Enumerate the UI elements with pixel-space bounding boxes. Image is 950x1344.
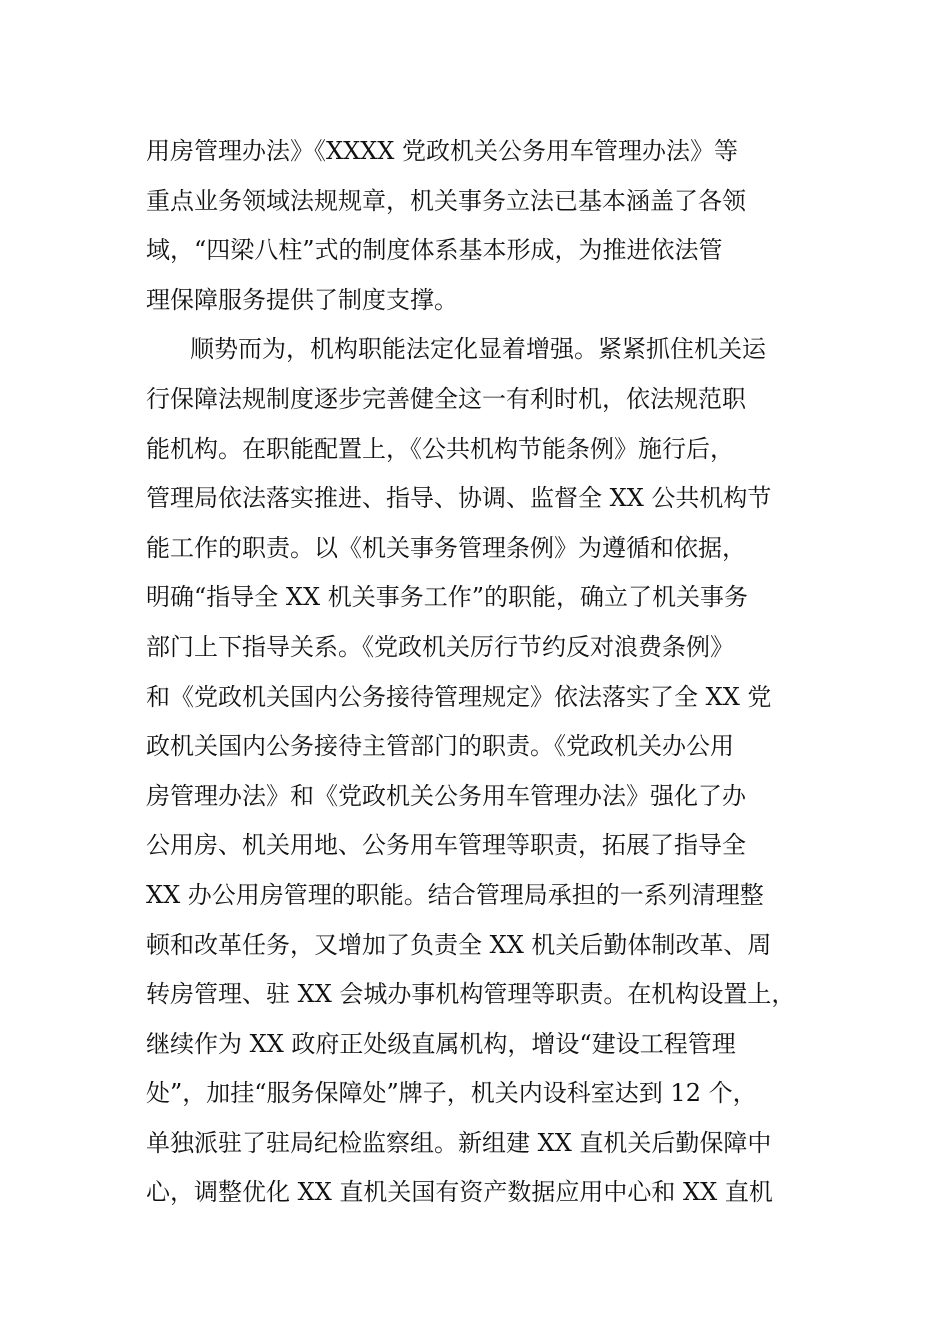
text-line: 和《党政机关国内公务接待管理规定》依法落实了全 XX 党 — [146, 682, 772, 711]
text-line: 理保障服务提供了制度支撑。 — [146, 285, 458, 314]
text-line: 转房管理、驻 XX 会城办事机构管理等职责。在机构设置上， — [146, 980, 796, 1009]
body-text — [146, 127, 816, 1218]
text-line: 域，“四梁八柱”式的制度体系基本形成，为推进依法管 — [146, 236, 723, 265]
paragraph-first-line: 顺势而为，机构职能法定化显着增强。紧紧抓住机关运 — [190, 335, 766, 364]
text-line: 部门上下指导关系。《党政机关厉行节约反对浪费条例》 — [146, 632, 734, 661]
text-line: 能机构。在职能配置上，《公共机构节能条例》施行后， — [146, 434, 734, 463]
text-line: XX 办公用房管理的职能。结合管理局承担的一系列清理整 — [146, 880, 764, 909]
text-line: 用房管理办法》《XXXX 党政机关公务用车管理办法》等 — [146, 137, 738, 165]
text-line: 继续作为 XX 政府正处级直属机构，增设“建设工程管理 — [146, 1029, 736, 1058]
text-line: 能工作的职责。以《机关事务管理条例》为遵循和依据， — [146, 533, 746, 562]
text-line: 管理局依法落实推进、指导、协调、监督全 XX 公共机构节 — [146, 484, 772, 513]
text-line: 处”，加挂“服务保障处”牌子，机关内设科室达到 12 个， — [146, 1079, 757, 1108]
text-line: 明确“指导全 XX 机关事务工作”的职能，确立了机关事务 — [146, 583, 748, 612]
text-line: 心，调整优化 XX 直机关国有资产数据应用中心和 XX 直机 — [146, 1178, 773, 1207]
text-line: 政机关国内公务接待主管部门的职责。《党政机关办公用 — [146, 732, 734, 761]
text-line: 公用房、机关用地、公务用车管理等职责，拓展了指导全 — [146, 831, 746, 860]
text-line: 顿和改革任务，又增加了负责全 XX 机关后勤体制改革、周 — [146, 930, 772, 959]
text-line: 房管理办法》和《党政机关公务用车管理办法》强化了办 — [146, 781, 746, 810]
text-line: 单独派驻了驻局纪检监察组。新组建 XX 直机关后勤保障中 — [146, 1128, 772, 1157]
text-line: 重点业务领域法规规章，机关事务立法已基本涵盖了各领 — [146, 186, 746, 215]
text-line: 行保障法规制度逐步完善健全这一有利时机，依法规范职 — [146, 384, 746, 413]
